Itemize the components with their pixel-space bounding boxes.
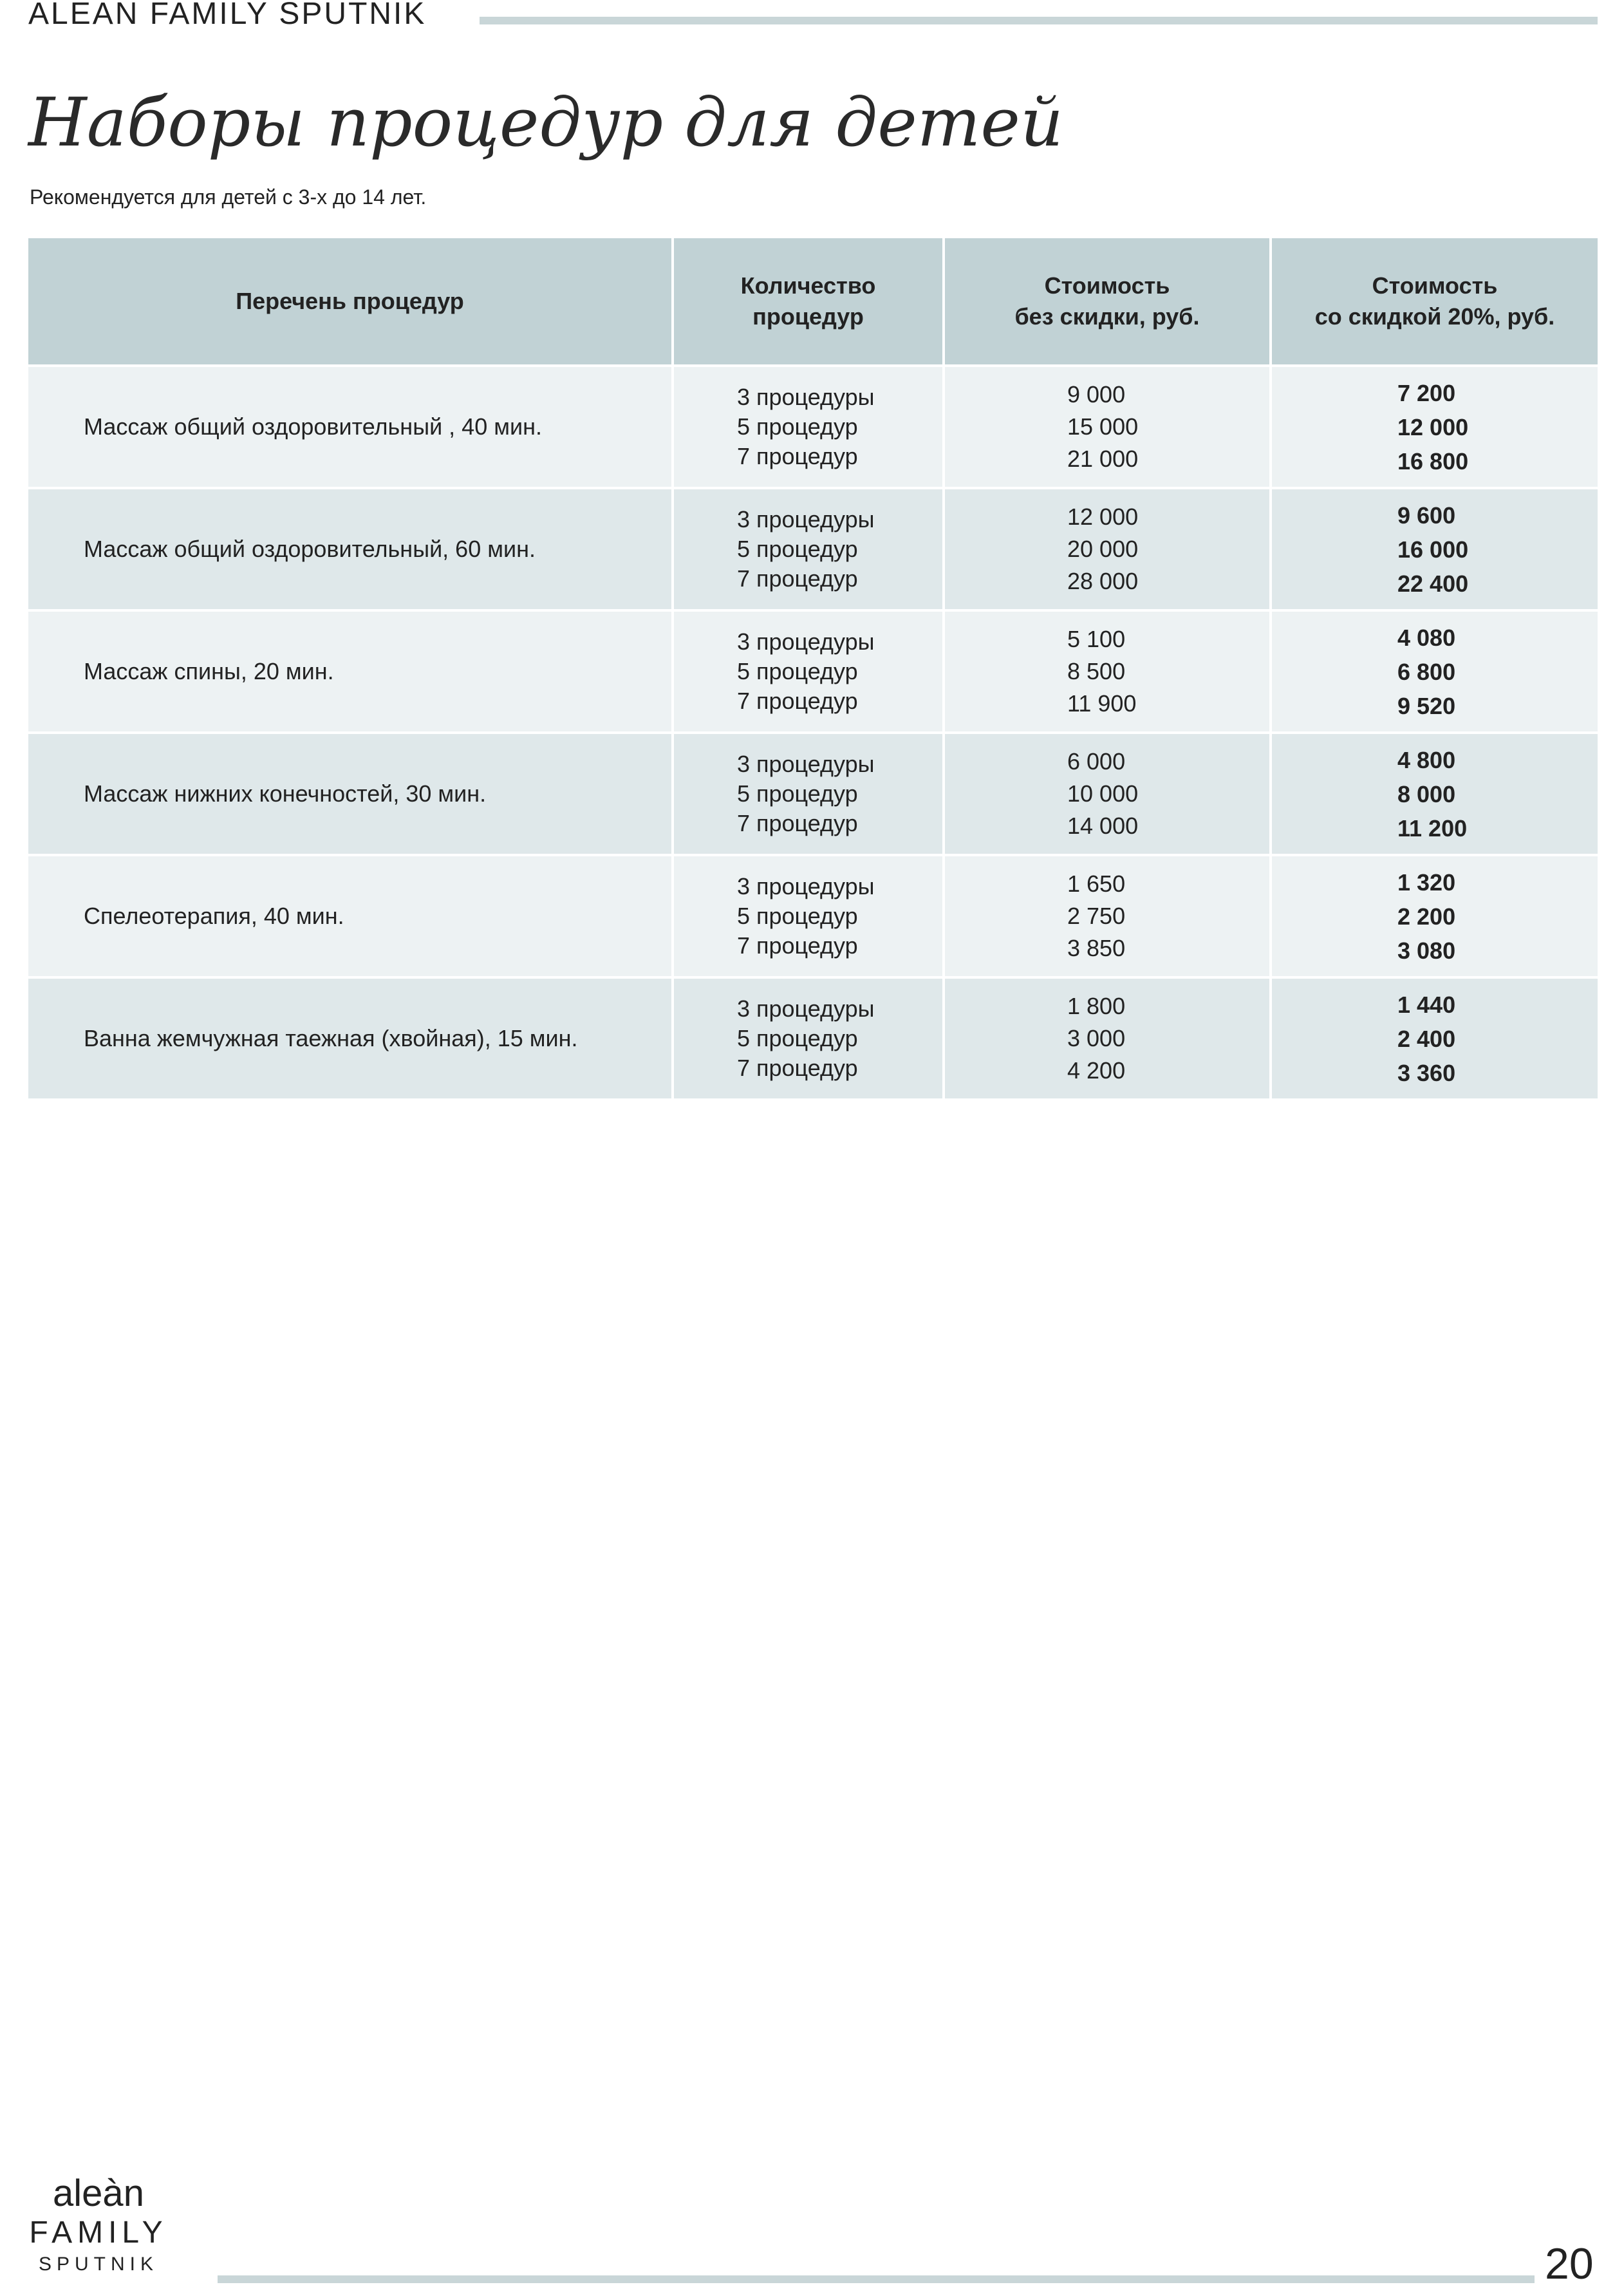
price-with-discount-cell [1271, 610, 1598, 733]
price-with-discount: 11 200 [1397, 814, 1468, 842]
procedure-quantity: 5 процедур [737, 780, 858, 807]
procedure-quantity: 3 процедуры [737, 873, 875, 899]
price-without-discount-cell [944, 366, 1271, 488]
price-with-discount: 4 080 [1397, 624, 1456, 651]
price-with-discount-cell [1271, 733, 1598, 855]
logo-family: FAMILY [29, 2216, 168, 2250]
price-without-discount: 14 000 [1067, 813, 1139, 839]
price-without-discount: 1 800 [1067, 993, 1126, 1019]
price-with-discount: 16 000 [1397, 536, 1469, 563]
price-without-discount: 10 000 [1067, 780, 1139, 807]
price-without-discount: 3 000 [1067, 1025, 1126, 1051]
procedure-quantity: 3 процедуры [737, 751, 875, 777]
price-without-discount: 21 000 [1067, 446, 1139, 472]
column-header-discount-price [1271, 238, 1598, 366]
price-without-discount-cell [944, 977, 1271, 1098]
procedure-quantity: 7 процедур [737, 810, 858, 836]
table-row [28, 733, 1598, 855]
page-number: 20 [1545, 2239, 1594, 2287]
procedure-quantity: 5 процедур [737, 903, 858, 929]
price-with-discount: 16 800 [1397, 447, 1469, 475]
price-without-discount: 9 000 [1067, 381, 1126, 408]
procedure-quantity-cell [673, 855, 944, 977]
price-without-discount-cell [944, 733, 1271, 855]
price-with-discount: 2 200 [1397, 903, 1456, 930]
procedure-quantity: 3 процедуры [737, 384, 875, 410]
table-row [28, 610, 1598, 733]
price-without-discount: 11 900 [1067, 690, 1137, 717]
price-without-discount: 12 000 [1067, 504, 1139, 530]
price-with-discount: 9 520 [1397, 692, 1456, 719]
page-title: Наборы процедур для детей [28, 83, 1063, 162]
price-without-discount: 28 000 [1067, 568, 1139, 594]
price-without-discount: 15 000 [1067, 413, 1139, 440]
table-header-row [28, 238, 1598, 366]
price-with-discount: 6 800 [1397, 658, 1456, 685]
procedure-name: Спелеотерапия, 40 мин. [28, 855, 673, 977]
price-without-discount: 20 000 [1067, 536, 1139, 562]
price-with-discount-cell [1271, 488, 1598, 610]
price-without-discount: 3 850 [1067, 935, 1126, 961]
procedure-quantity: 7 процедур [737, 443, 858, 469]
logo-sputnik: SPUTNIK [38, 2254, 159, 2275]
price-with-discount: 3 080 [1397, 937, 1456, 964]
table-row [28, 977, 1598, 1098]
column-header-price [944, 238, 1271, 366]
brand-header: ALEAN FAMILY SPUTNIK [28, 0, 427, 31]
price-with-discount: 2 400 [1397, 1025, 1456, 1052]
procedures-price-table [28, 238, 1598, 1098]
procedure-quantity: 7 процедур [737, 932, 858, 959]
procedure-name: Массаж общий оздоровительный , 40 мин. [28, 366, 673, 488]
procedure-name: Массаж нижних конечностей, 30 мин. [28, 733, 673, 855]
procedure-quantity: 7 процедур [737, 688, 858, 714]
procedure-quantity-cell [673, 610, 944, 733]
price-without-discount: 8 500 [1067, 658, 1126, 684]
price-without-discount: 1 650 [1067, 871, 1126, 897]
price-without-discount: 6 000 [1067, 748, 1126, 775]
price-with-discount-cell [1271, 855, 1598, 977]
procedure-quantity-cell [673, 977, 944, 1098]
procedure-quantity: 5 процедур [737, 536, 858, 562]
procedure-name: Массаж общий оздоровительный, 60 мин. [28, 488, 673, 610]
header-discount-line: Стоимость со скидкой 20%, руб. [1314, 272, 1555, 330]
header-procedures-line: Перечень процедур [236, 288, 464, 314]
procedure-name: Ванна жемчужная таежная (хвойная), 15 мин. [28, 977, 673, 1098]
column-header-quantity [673, 238, 944, 366]
header-quantity-line: Количество процедур [740, 272, 876, 330]
price-with-discount: 9 600 [1397, 502, 1456, 529]
procedure-quantity: 3 процедуры [737, 628, 875, 655]
procedure-quantity-cell [673, 488, 944, 610]
price-with-discount: 4 800 [1397, 746, 1456, 773]
procedure-quantity: 5 процедур [737, 413, 858, 440]
alean-family-sputnik-logo [24, 2173, 173, 2277]
procedure-quantity: 7 процедур [737, 565, 858, 592]
header-price-line: Стоимость без скидки, руб. [1014, 272, 1200, 330]
logo-alean: aleàn [53, 2172, 144, 2214]
procedure-name: Массаж спины, 20 мин. [28, 610, 673, 733]
price-with-discount: 1 320 [1397, 869, 1456, 896]
price-without-discount: 2 750 [1067, 903, 1126, 929]
procedure-quantity: 5 процедур [737, 658, 858, 684]
footer-rule [218, 2275, 1535, 2283]
price-with-discount: 8 000 [1397, 780, 1456, 807]
table-row [28, 855, 1598, 977]
procedure-quantity: 5 процедур [737, 1025, 858, 1051]
price-without-discount-cell [944, 488, 1271, 610]
price-with-discount: 3 360 [1397, 1059, 1456, 1086]
price-without-discount: 5 100 [1067, 626, 1126, 652]
procedure-quantity: 3 процедуры [737, 995, 875, 1022]
price-with-discount: 1 440 [1397, 991, 1456, 1018]
price-with-discount: 7 200 [1397, 379, 1456, 406]
price-without-discount-cell [944, 855, 1271, 977]
table-row [28, 488, 1598, 610]
price-without-discount: 4 200 [1067, 1057, 1126, 1084]
price-with-discount: 12 000 [1397, 413, 1469, 440]
price-with-discount-cell [1271, 977, 1598, 1098]
table-row [28, 366, 1598, 488]
price-with-discount: 22 400 [1397, 570, 1469, 597]
column-header-procedures [28, 238, 673, 366]
procedure-quantity-cell [673, 733, 944, 855]
price-with-discount-cell [1271, 366, 1598, 488]
procedure-quantity-cell [673, 366, 944, 488]
procedure-quantity: 3 процедуры [737, 506, 875, 532]
header-rule [480, 17, 1598, 24]
price-without-discount-cell [944, 610, 1271, 733]
page-subtitle: Рекомендуется для детей с 3-х до 14 лет. [30, 185, 427, 209]
procedure-quantity: 7 процедур [737, 1055, 858, 1081]
